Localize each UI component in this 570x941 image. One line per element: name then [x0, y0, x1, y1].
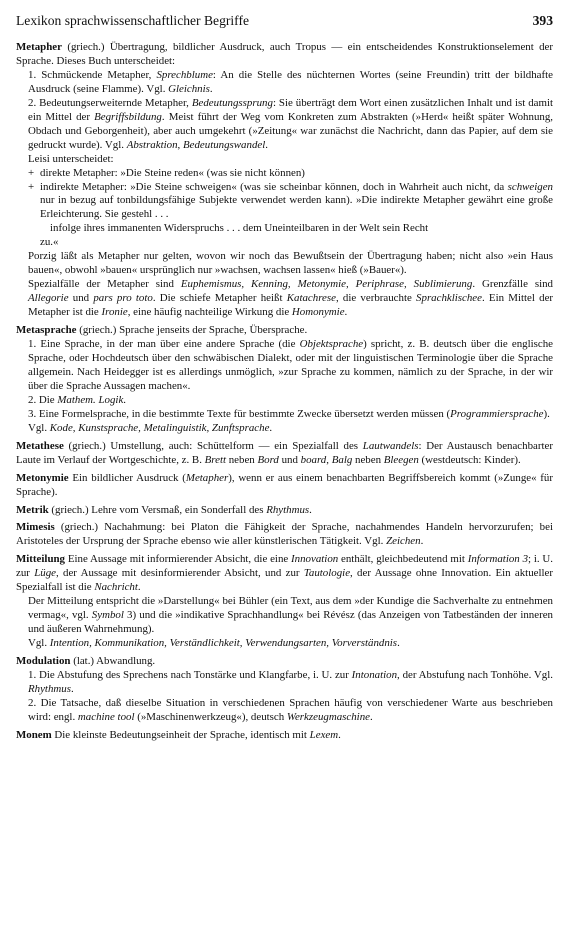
entry-metasprache: Metasprache (griech.) Sprache jenseits der Sprache, Übersprache. [16, 324, 308, 337]
entry-sense: 2. Die Tatsache, daß dieselbe Situation in verschiedenen Sprachen häufig von verschiedener Warte aus beschrieben wird: engl. machine tool (»Maschinenwerkzeug«), deutsch Werkzeugmaschine. [28, 696, 553, 723]
plus-bullet-icon: + [28, 180, 35, 193]
entry-modulation: Modulation (lat.) Abwandlung. [16, 655, 156, 668]
cross-reference: Metapher [185, 471, 229, 484]
entry-mitteilung: Mitteilung Eine Aussage mit informierender Absicht, die eine Innovation enthält, gleichbedeutend mit Information 3; i. U. zur Lüge, der Aussage mit desinformierender Absicht, und zur Tautologie, der Aussage ohne Innovation. Ein aktueller Spezialfall ist die Nachricht. [16, 553, 553, 594]
cross-reference: Euphemismus, Kenning, Metonymie, Periphrase, Sublimierung [180, 278, 473, 291]
plus-bullet-icon: + [28, 166, 35, 179]
block-quote: infolge ihres immanenten Widerspruchs . . . dem Uneinteilbaren in der Welt sein Recht [50, 222, 429, 235]
cross-reference: Intention, Kommunikation, Verständlichkeit, Verwendungsarten, Vorverständnis [49, 637, 398, 650]
cross-reference: Sprachklischee [416, 292, 482, 305]
cross-reference: Zeichen [386, 535, 421, 548]
entry-metonymie: Metonymie Ein bildlicher Ausdruck (Metapher), wenn er aus einem benachbarten Begriffsbereich kommt (»Zunge« für Sprache). [16, 471, 553, 498]
entry-term: Metathese [16, 439, 64, 452]
cross-reference: Innovation [291, 553, 339, 566]
cross-reference: Abstraktion [126, 138, 178, 151]
paragraph: Leisi unterscheidet: [28, 152, 114, 165]
entry-term: Metapher [16, 41, 62, 53]
page-number: 393 [532, 13, 553, 28]
entry-sense: 1. Die Abstufung des Sprechens nach Tonstärke und Klangfarbe, i. U. zur Intonation, der Abstufung nach Tonhöhe. Vgl. Rhythmus. [28, 668, 553, 695]
cross-reference: Gleichnis [168, 82, 210, 95]
entry-sense: 2. Bedeutungserweiternde Metapher, Bedeutungssprung: Sie überträgt dem Wort einen zusätzlichen Inhalt und ist damit ein Mittel der Begriffsbildung. Meist führt der Weg vom Konkreten zum Abstrakten (»Herd« heißt später Wohnung, Obdach und Geborgenheit), aber auch umgekehrt (»Zeitung« war zunächst die Nachricht, dann das Papier, auf dem sie gedruckt wurde). Vgl. Abstraktion, Bedeutungswandel. [28, 96, 553, 151]
entry-term: Metasprache [16, 324, 77, 337]
cross-reference: Allegorie [28, 292, 69, 305]
cross-reference: Bedeutungswandel [182, 138, 266, 151]
cross-reference: pars pro toto [93, 292, 153, 305]
cross-reference: Rhythmus [266, 503, 310, 516]
cross-reference: Ironie [101, 306, 128, 319]
entry-term: Monem [16, 728, 52, 741]
entry-sense: 1. Eine Sprache, in der man über eine andere Sprache (die Objektsprache) spricht, z. B. deutsch über die englische Sprache, oder Hochdeutsch über den schwäbischen Dialekt, oder mit der linguistischen Terminologie über die Sprache allgemein. Nach Heidegger ist es allerdings unmöglich, »zur Sprache zu kommen, nämlich zu der Sprache, in der wir über die Sprache Aussagen machen«. [28, 338, 554, 392]
paragraph: Porzig läßt als Metapher nur gelten, wovon wir noch das Bewußtsein der Übertragung haben; nicht also »ein Haus bauen«, obwohl »bauen« ursprünglich nur »wachsen, wachsen lassen« hieß (»Bauer«). [28, 250, 553, 277]
see-also: Vgl. Intention, Kommunikation, Verständlichkeit, Verwendungsarten, Vorverständnis. [28, 637, 400, 650]
entry-metapher: Metapher (griech.) Übertragung, bildlicher Ausdruck, auch Tropus — ein entscheidendes Konstruktionselement der Sprache. Dieses Buch unterscheidet: [16, 41, 553, 67]
entry-term: Metrik [16, 503, 49, 516]
cross-reference: Tautologie [303, 567, 351, 580]
running-header [16, 12, 553, 29]
cross-reference: Mathem. Logik [57, 393, 124, 406]
cross-reference: Objektsprache [299, 338, 364, 351]
entry-mimesis: Mimesis (griech.) Nachahmung: bei Platon die Fähigkeit der Sprache, nachahmendes Handeln hervorzurufen; bei Aristoteles der Ursprung der Sprache ebenso wie aller künstlerischen Tätigkeit. Vgl. Zeichen. [16, 521, 553, 548]
entry-sense: 2. Die Mathem. Logik. [28, 393, 127, 406]
entry-term: Modulation [16, 655, 71, 668]
cross-reference: Lexem [309, 728, 339, 741]
block-quote-end: zu.« [40, 236, 59, 249]
entry-metrik: Metrik (griech.) Lehre vom Versmaß, ein Sonderfall des Rhythmus. [16, 503, 312, 516]
list-item: + direkte Metapher: »Die Steine reden« (was sie nicht können) [28, 166, 305, 179]
paragraph: Der Mitteilung entspricht die »Darstellung« bei Bühler (ein Text, aus dem »der Kundige die Sachverhalte zu entnehmen vermag«, vgl. Symbol 3) und die »indikative Sprachhandlung« bei Révész (das Anzeigen von Tatbeständen der inneren und äußeren Wahrnehmung). [28, 595, 553, 636]
entry-term: Mitteilung [16, 553, 66, 566]
cross-reference: Information 3 [467, 553, 529, 566]
list-item: + indirekte Metapher: »Die Steine schweigen« (was sie scheinbar können, doch in Wahrheit auch nicht, da schweigen nur in bezug auf tonbildungsfähige Subjekte verwendet werden kann). »Die indirekte Metapher gewährt eine große Erleichterung. Sie gestehl . . . [28, 180, 553, 221]
cross-reference: Lüge [34, 567, 56, 580]
cross-reference: Programmiersprache [450, 407, 544, 420]
cross-reference: Homonymie [291, 306, 345, 319]
cross-reference: Kode, Kunstsprache, Metalinguistik, Zunftsprache [49, 421, 270, 434]
cross-reference: Rhythmus [28, 682, 71, 695]
cross-reference: Lautwandels [362, 439, 419, 452]
entry-term: Metonymie [16, 471, 69, 484]
entry-metathese: Metathese (griech.) Umstellung, auch: Schüttelform — ein Spezialfall des Lautwandels: Der Austausch benachbarter Laute im Verlauf der Wortgeschichte, z. B. Brett neben Bord und board, Balg neben Bleegen (westdeutsch: Kinder). [16, 439, 553, 466]
cross-reference: Intonation [351, 668, 398, 681]
cross-reference: Nachricht [94, 581, 138, 594]
cross-reference: Katachrese [286, 292, 336, 305]
entry-monem: Monem Die kleinste Bedeutungseinheit der Sprache, identisch mit Lexem. [16, 728, 341, 741]
entry-sense: 3. Eine Formelsprache, in die bestimmte Texte für bestimmte Zwecke übersetzt werden müssen (Programmiersprache). [28, 407, 550, 420]
paragraph: Spezialfälle der Metapher sind Euphemismus, Kenning, Metonymie, Periphrase, Sublimierung. Grenzfälle sind Allegorie und pars pro toto. Die schiefe Metapher heißt Katachrese, die verbrauchte Sprachklischee. Ein Mittel der Metapher ist die Ironie, eine häufig nachteilige Wirkung die Homonymie. [28, 278, 554, 319]
running-title: Lexikon sprachwissenschaftlicher Begriffe [16, 13, 250, 28]
cross-reference: Symbol [91, 609, 124, 622]
see-also: Vgl. Kode, Kunstsprache, Metalinguistik, Zunftsprache. [28, 421, 273, 434]
entry-term: Mimesis [16, 521, 55, 534]
cross-reference: Begriffsbildung [94, 110, 162, 123]
entry-sense: 1. Schmückende Metapher, Sprechblume: An die Stelle des nüchternen Wortes (seine Freundin) tritt der bildhafte Ausdruck (seine Flamme). Vgl. Gleichnis. [28, 68, 553, 95]
